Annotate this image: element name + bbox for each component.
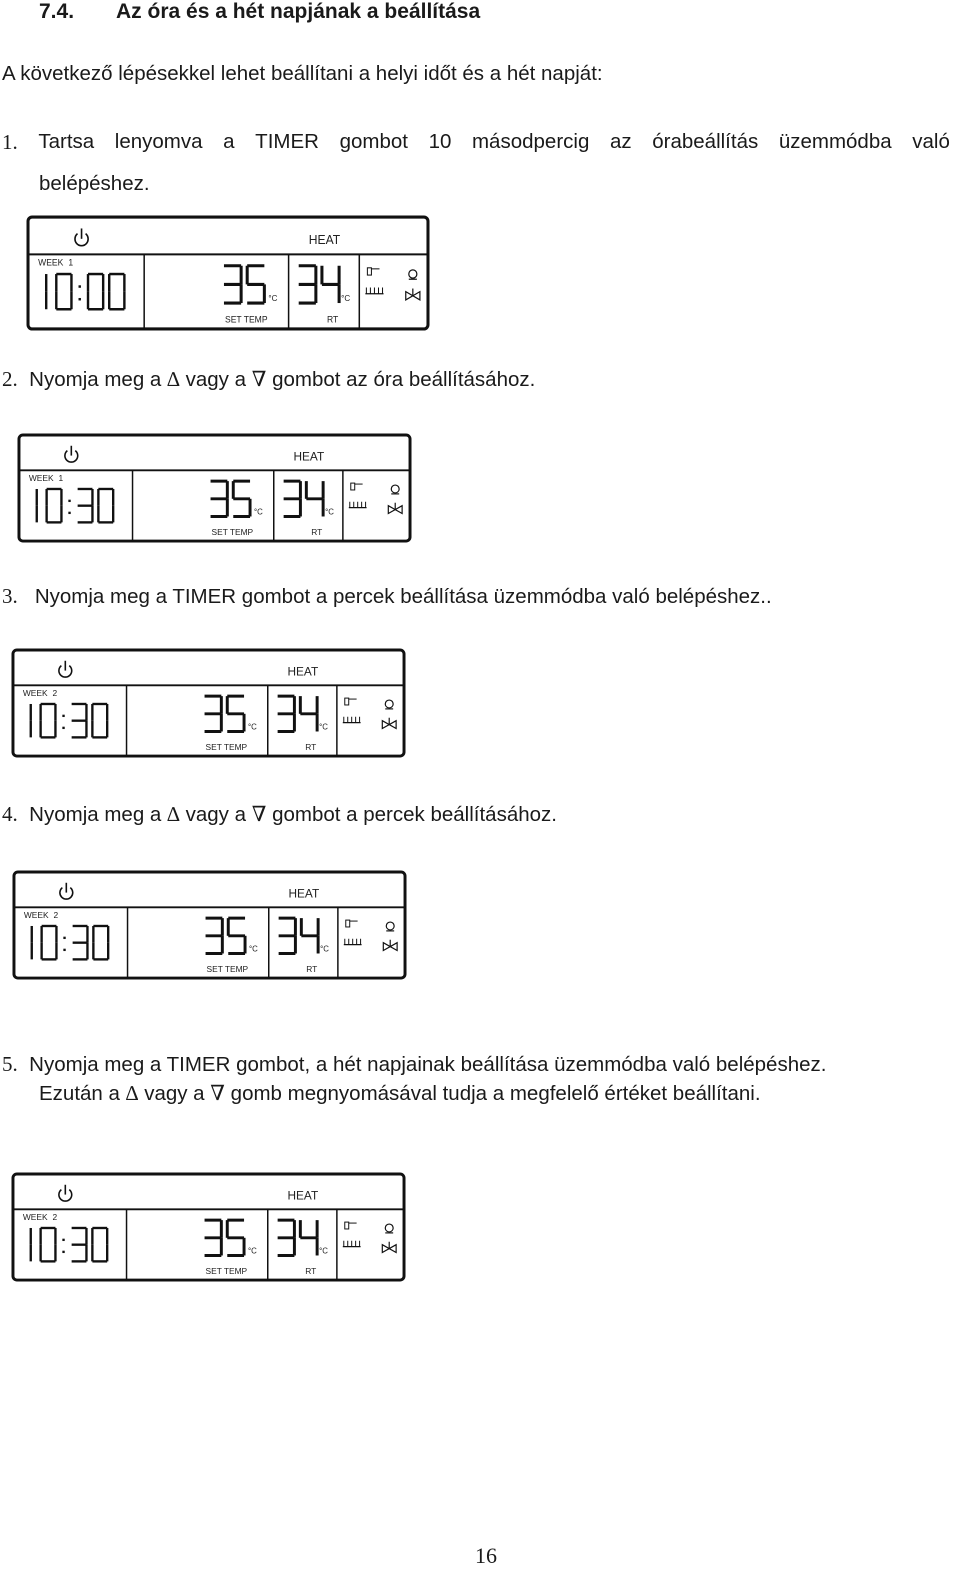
room-temp-label: RT xyxy=(305,742,317,753)
step-number: 5. xyxy=(2,1052,18,1076)
room-temp-label: RT xyxy=(305,1266,317,1277)
colon-dot xyxy=(62,1239,64,1241)
down-triangle-icon: ∇ xyxy=(210,1081,225,1105)
lcd-display xyxy=(12,870,407,980)
colon-dot xyxy=(68,512,70,514)
step-text: Nyomja meg a xyxy=(29,368,162,391)
colon-dot xyxy=(63,937,65,939)
mode-label: HEAT xyxy=(287,664,319,679)
up-triangle-icon: ∆ xyxy=(167,802,180,826)
section-title: Az óra és a hét napjának a beállítása xyxy=(116,0,481,23)
room-temp-label: RT xyxy=(326,314,339,325)
week-day: 2 xyxy=(52,1212,58,1223)
step-3 xyxy=(2,582,772,611)
lcd-display xyxy=(11,648,406,758)
colon-dot xyxy=(62,727,64,729)
step-text: vagy a xyxy=(185,368,246,391)
week-day: 1 xyxy=(58,473,64,484)
step-word: lenyomva xyxy=(114,130,203,153)
step-1-line-1 xyxy=(2,128,950,156)
set-temp-label: SET TEMP xyxy=(205,742,248,753)
step-5 xyxy=(2,1050,826,1108)
room-temp-unit: °C xyxy=(320,944,329,954)
step-2 xyxy=(2,365,535,394)
week-label: WEEK xyxy=(28,473,54,484)
set-temp-unit: °C xyxy=(254,507,263,517)
set-temp-label: SET TEMP xyxy=(224,314,268,325)
step-word: Tartsa xyxy=(38,130,95,153)
week-day: 2 xyxy=(52,688,58,699)
step-4 xyxy=(2,800,557,829)
step-text: vagy a xyxy=(144,1082,205,1105)
step-text: Nyomja meg a TIMER gombot a percek beállítása üzemmódba való belépéshez.. xyxy=(34,585,772,608)
up-triangle-icon: ∆ xyxy=(167,367,180,391)
week-label: WEEK xyxy=(38,257,64,268)
lcd-display xyxy=(11,1172,406,1282)
lcd-svg xyxy=(17,433,412,543)
colon-dot xyxy=(68,500,70,502)
step-word: 10 xyxy=(428,130,452,153)
lcd-svg xyxy=(26,215,430,331)
step-1-line-2: belépéshez. xyxy=(39,172,150,195)
lcd-display xyxy=(26,215,430,331)
week-day: 1 xyxy=(68,257,74,268)
colon-dot xyxy=(79,285,81,287)
room-temp-unit: °C xyxy=(325,507,334,517)
room-temp-unit: °C xyxy=(319,722,328,732)
colon-dot xyxy=(62,715,64,717)
step-text: Ezután a xyxy=(39,1082,120,1105)
set-temp-label: SET TEMP xyxy=(205,1266,248,1277)
lcd-svg xyxy=(11,1172,406,1282)
step-text: gomb megnyomásával tudja a megfelelő értéket beállítani. xyxy=(230,1082,761,1105)
mode-label: HEAT xyxy=(293,449,325,464)
step-1 xyxy=(2,128,950,198)
week-label: WEEK xyxy=(22,688,48,699)
up-triangle-icon: ∆ xyxy=(125,1081,139,1105)
step-text: gombot az óra beállításához. xyxy=(272,368,536,391)
step-number: 4. xyxy=(2,802,18,826)
set-temp-label: SET TEMP xyxy=(206,964,249,975)
page-number: 16 xyxy=(475,1543,497,1568)
room-temp-label: RT xyxy=(306,964,318,975)
lcd-display xyxy=(17,433,412,543)
set-temp-unit: °C xyxy=(248,1246,257,1256)
step-number: 2. xyxy=(2,367,18,391)
down-triangle-icon: ∇ xyxy=(251,802,267,826)
section-number: 7.4. xyxy=(39,0,75,23)
step-text: gombot a percek beállításához. xyxy=(272,803,557,826)
step-word: másodpercig xyxy=(471,130,590,153)
section-heading xyxy=(39,0,480,24)
step-word: a xyxy=(223,130,235,153)
week-label: WEEK xyxy=(23,910,49,921)
week-day: 2 xyxy=(53,910,59,921)
room-temp-unit: °C xyxy=(319,1246,328,1256)
lcd-svg xyxy=(11,648,406,758)
step-number: 3. xyxy=(2,584,18,608)
step-word: TIMER xyxy=(255,130,319,153)
room-temp-unit: °C xyxy=(341,293,351,303)
step-text: Nyomja meg a xyxy=(29,803,162,826)
lcd-svg xyxy=(12,870,407,980)
colon-dot xyxy=(63,949,65,951)
step-word: gombot xyxy=(339,130,408,153)
step-number: 1. xyxy=(2,130,18,154)
step-word: való xyxy=(912,130,950,153)
intro-paragraph: A következő lépésekkel lehet beállítani a helyi időt és a hét napját: xyxy=(2,62,603,85)
step-word: órabeállítás xyxy=(652,130,759,153)
week-label: WEEK xyxy=(22,1212,48,1223)
step-word: az xyxy=(609,130,632,153)
step-text: vagy a xyxy=(185,803,246,826)
room-temp-label: RT xyxy=(311,527,323,538)
set-temp-unit: °C xyxy=(248,722,257,732)
colon-dot xyxy=(62,1251,64,1253)
mode-label: HEAT xyxy=(287,1188,319,1203)
step-text: Nyomja meg a TIMER gombot, a hét napjainak beállítása üzemmódba való belépéshez. xyxy=(29,1053,827,1076)
mode-label: HEAT xyxy=(308,232,341,248)
step-5-line-2 xyxy=(2,1079,826,1108)
down-triangle-icon: ∇ xyxy=(251,367,267,391)
mode-label: HEAT xyxy=(288,886,320,901)
colon-dot xyxy=(79,298,81,300)
set-temp-unit: °C xyxy=(249,944,258,954)
step-word: üzemmódba xyxy=(778,130,892,153)
set-temp-unit: °C xyxy=(268,293,278,303)
set-temp-label: SET TEMP xyxy=(211,527,254,538)
step-5-line-1 xyxy=(2,1050,826,1079)
